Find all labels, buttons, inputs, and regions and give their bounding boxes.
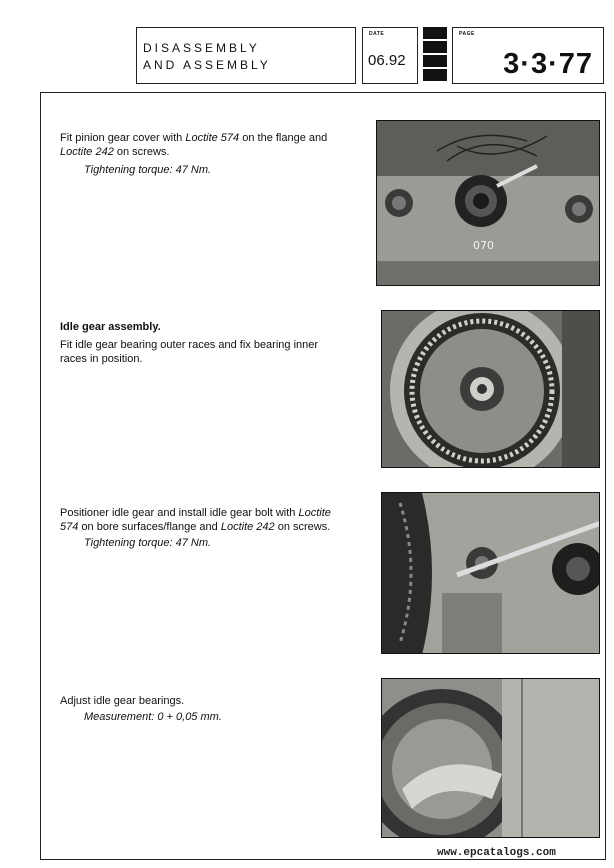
date-value: 06.92 — [368, 52, 406, 69]
svg-text:070: 070 — [473, 239, 494, 252]
date-label: DATE — [369, 31, 385, 37]
step-3-text: Positioner idle gear and install idle gear bolt with Loctite 574 on bore surfaces/flange and Loctite 242 on screws. — [60, 507, 331, 533]
watermark: www.epcatalogs.com — [437, 847, 556, 859]
page-label: PAGE — [459, 31, 475, 37]
page-number: 3·3·77 — [503, 48, 593, 80]
page-box — [452, 27, 604, 84]
header-marker-bar — [423, 27, 447, 84]
date-box — [362, 27, 418, 84]
step-4-text: Adjust idle gear bearings. — [60, 695, 185, 707]
step-3 — [60, 506, 340, 550]
step-4 — [60, 694, 340, 724]
step-2-text: Fit idle gear bearing outer races and fix bearing inner races in position. — [60, 339, 319, 365]
idle-gear-photo — [381, 310, 600, 468]
step-1-text: Fit pinion gear cover with Loctite 574 on the flange and Loctite 242 on screws. — [60, 132, 328, 158]
title-box — [136, 27, 356, 84]
step-1-torque: Tightening torque: 47 Nm. — [84, 164, 212, 176]
title-line1: DISASSEMBLY — [143, 41, 260, 55]
step-2 — [60, 320, 340, 366]
step-2-heading: Idle gear assembly. — [60, 321, 161, 333]
idle-gear-bearing-photo — [381, 678, 600, 838]
step-4-measurement: Measurement: 0 + 0,05 mm. — [84, 711, 222, 723]
step-3-torque: Tightening torque: 47 Nm. — [84, 537, 212, 549]
step-1 — [60, 131, 340, 177]
idle-gear-bolt-photo — [381, 492, 600, 654]
title-line2: AND ASSEMBLY — [143, 58, 271, 72]
pinion-gear-cover-photo — [376, 120, 600, 286]
